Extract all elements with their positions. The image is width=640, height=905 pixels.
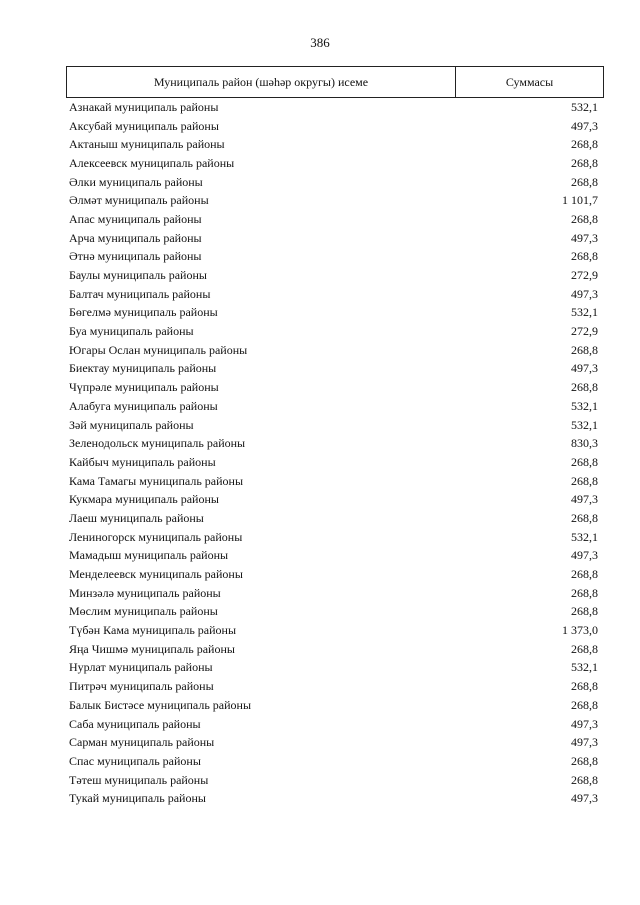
district-sum: 497,3 (571, 735, 598, 750)
district-name: Югары Ослан муниципаль районы (69, 342, 248, 357)
district-sum: 268,8 (571, 249, 598, 264)
district-name: Балык Бистәсе муниципаль районы (69, 697, 252, 712)
table-row (66, 677, 598, 696)
table-row (66, 472, 598, 491)
table-row (66, 173, 598, 192)
table-row (66, 135, 598, 154)
district-sum: 268,8 (571, 772, 598, 787)
district-name: Әлмәт муниципаль районы (69, 193, 209, 208)
table-row (66, 285, 598, 304)
district-name: Зәй муниципаль районы (69, 417, 194, 432)
district-sum: 268,8 (571, 454, 598, 469)
district-sum: 497,3 (571, 791, 598, 806)
district-name: Апас муниципаль районы (69, 211, 202, 226)
table-row (66, 397, 598, 416)
district-name: Актаныш муниципаль районы (69, 137, 225, 152)
district-sum: 1 101,7 (562, 193, 598, 208)
district-sum: 830,3 (571, 436, 598, 451)
district-sum: 532,1 (571, 660, 598, 675)
table-row (66, 229, 598, 248)
district-sum: 268,8 (571, 585, 598, 600)
district-name: Мамадыш муниципаль районы (69, 548, 229, 563)
district-name: Алексеевск муниципаль районы (69, 155, 235, 170)
district-sum: 268,8 (571, 697, 598, 712)
table-row (66, 715, 598, 734)
district-name: Түбән Кама муниципаль районы (69, 623, 237, 638)
district-sum: 497,3 (571, 118, 598, 133)
district-sum: 532,1 (571, 99, 598, 114)
district-sum: 532,1 (571, 398, 598, 413)
table-row (66, 98, 598, 117)
district-name: Әтнә муниципаль районы (69, 249, 202, 264)
district-sum: 532,1 (571, 305, 598, 320)
district-name: Буа муниципаль районы (69, 324, 194, 339)
header-sum: Суммасы (505, 74, 554, 89)
district-sum: 268,8 (571, 155, 598, 170)
table-body (66, 98, 598, 808)
district-name: Тукай муниципаль районы (69, 791, 206, 806)
table-row (66, 416, 598, 435)
table-row (66, 453, 598, 472)
header-district-name: Муниципаль район (шәһәр округы) исеме (67, 67, 456, 97)
district-name: Мөслим муниципаль районы (69, 604, 218, 619)
district-sum: 268,8 (571, 211, 598, 226)
district-sum: 497,3 (571, 548, 598, 563)
table-row (66, 584, 598, 603)
district-name: Лениногорск муниципаль районы (69, 529, 243, 544)
district-sum: 497,3 (571, 361, 598, 376)
district-name: Аксубай муниципаль районы (69, 118, 219, 133)
table-row (66, 733, 598, 752)
district-name: Питрәч муниципаль районы (69, 679, 214, 694)
district-name: Баулы муниципаль районы (69, 268, 207, 283)
district-sum: 268,8 (571, 753, 598, 768)
table-row (66, 360, 598, 379)
table-header (66, 66, 604, 98)
district-name: Чүпрәле муниципаль районы (69, 380, 219, 395)
district-name: Минзәлә муниципаль районы (69, 585, 221, 600)
district-sum: 272,9 (571, 268, 598, 283)
table-row (66, 771, 598, 790)
table-row (66, 434, 598, 453)
district-name: Менделеевск муниципаль районы (69, 567, 243, 582)
table-row (66, 322, 598, 341)
table-row (66, 528, 598, 547)
district-name: Биектау муниципаль районы (69, 361, 217, 376)
district-sum: 497,3 (571, 716, 598, 731)
page-number: 386 (310, 35, 330, 50)
table-row (66, 210, 598, 229)
district-sum: 268,8 (571, 137, 598, 152)
district-sum: 497,3 (571, 286, 598, 301)
table-row (66, 248, 598, 267)
table-row (66, 117, 598, 136)
district-name: Кама Тамагы муниципаль районы (69, 473, 244, 488)
district-sum: 497,3 (571, 230, 598, 245)
table-row (66, 789, 598, 808)
table-row (66, 696, 598, 715)
district-sum: 268,8 (571, 604, 598, 619)
district-name: Балтач муниципаль районы (69, 286, 211, 301)
table-row (66, 378, 598, 397)
table-row (66, 565, 598, 584)
district-name: Әлки муниципаль районы (69, 174, 203, 189)
district-sum: 268,8 (571, 473, 598, 488)
table-row (66, 154, 598, 173)
table-row (66, 191, 598, 210)
table-row (66, 603, 598, 622)
district-sum: 268,8 (571, 510, 598, 525)
district-name: Кайбыч муниципаль районы (69, 454, 216, 469)
district-sum: 532,1 (571, 417, 598, 432)
district-sum: 268,8 (571, 380, 598, 395)
table-row (66, 266, 598, 285)
table-row (66, 304, 598, 323)
district-sum: 1 373,0 (562, 623, 598, 638)
table-row (66, 659, 598, 678)
district-name: Сарман муниципаль районы (69, 735, 215, 750)
district-sum: 268,8 (571, 641, 598, 656)
district-name: Лаеш муниципаль районы (69, 510, 204, 525)
district-sum: 268,8 (571, 342, 598, 357)
district-name: Азнакай муниципаль районы (69, 99, 219, 114)
table-row (66, 341, 598, 360)
table-row (66, 547, 598, 566)
district-sum: 497,3 (571, 492, 598, 507)
district-sum: 268,8 (571, 174, 598, 189)
table-row (66, 640, 598, 659)
district-name: Спас муниципаль районы (69, 753, 201, 768)
district-name: Бөгелмә муниципаль районы (69, 305, 218, 320)
district-name: Зеленодольск муниципаль районы (69, 436, 246, 451)
table-row (66, 509, 598, 528)
district-name: Яңа Чишмә муниципаль районы (69, 641, 235, 656)
district-name: Нурлат муниципаль районы (69, 660, 213, 675)
table-row (66, 490, 598, 509)
district-name: Кукмара муниципаль районы (69, 492, 219, 507)
district-name: Тәтеш муниципаль районы (69, 772, 209, 787)
district-sum: 268,8 (571, 567, 598, 582)
district-name: Саба муниципаль районы (69, 716, 201, 731)
district-sum: 268,8 (571, 679, 598, 694)
table-row (66, 621, 598, 640)
table-row (66, 752, 598, 771)
district-name: Арча муниципаль районы (69, 230, 202, 245)
district-sum: 272,9 (571, 324, 598, 339)
district-sum: 532,1 (571, 529, 598, 544)
district-name: Алабуга муниципаль районы (69, 398, 218, 413)
